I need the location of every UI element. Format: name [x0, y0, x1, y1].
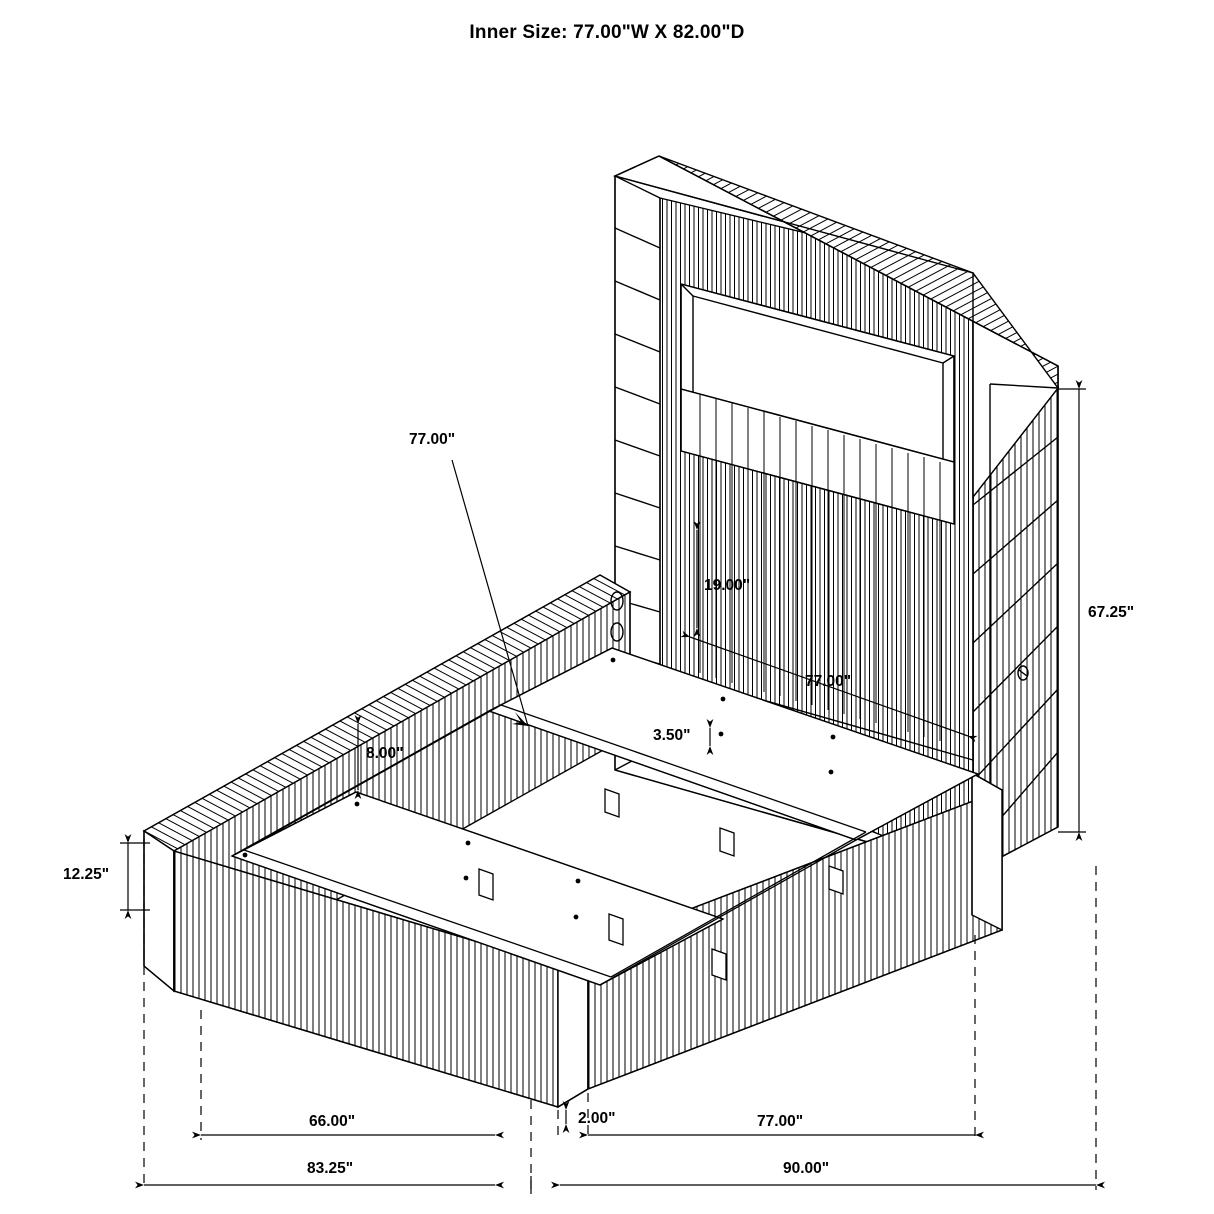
dim-slat-thickness: 3.50": [653, 727, 691, 744]
dim-rail-height: 12.25": [63, 866, 110, 883]
dim-slat-height: 8.00": [366, 745, 404, 762]
dim-inner-depth: 66.00": [309, 1113, 356, 1130]
callout-slat-length: 77.00": [409, 431, 456, 448]
dim-rail-width: 77.00": [805, 673, 852, 690]
dim-overall-depth: 83.25": [307, 1160, 354, 1177]
page-title: Inner Size: 77.00"W X 82.00"D: [469, 22, 745, 43]
dim-footboard-thickness: 2.00": [578, 1110, 616, 1127]
dim-inner-width-bottom: 77.00": [757, 1113, 804, 1130]
dim-overall-width: 90.00": [783, 1160, 830, 1177]
dim-overall-height: 67.25": [1088, 604, 1135, 621]
dim-headboard-opening-height: 19.00": [704, 577, 751, 594]
